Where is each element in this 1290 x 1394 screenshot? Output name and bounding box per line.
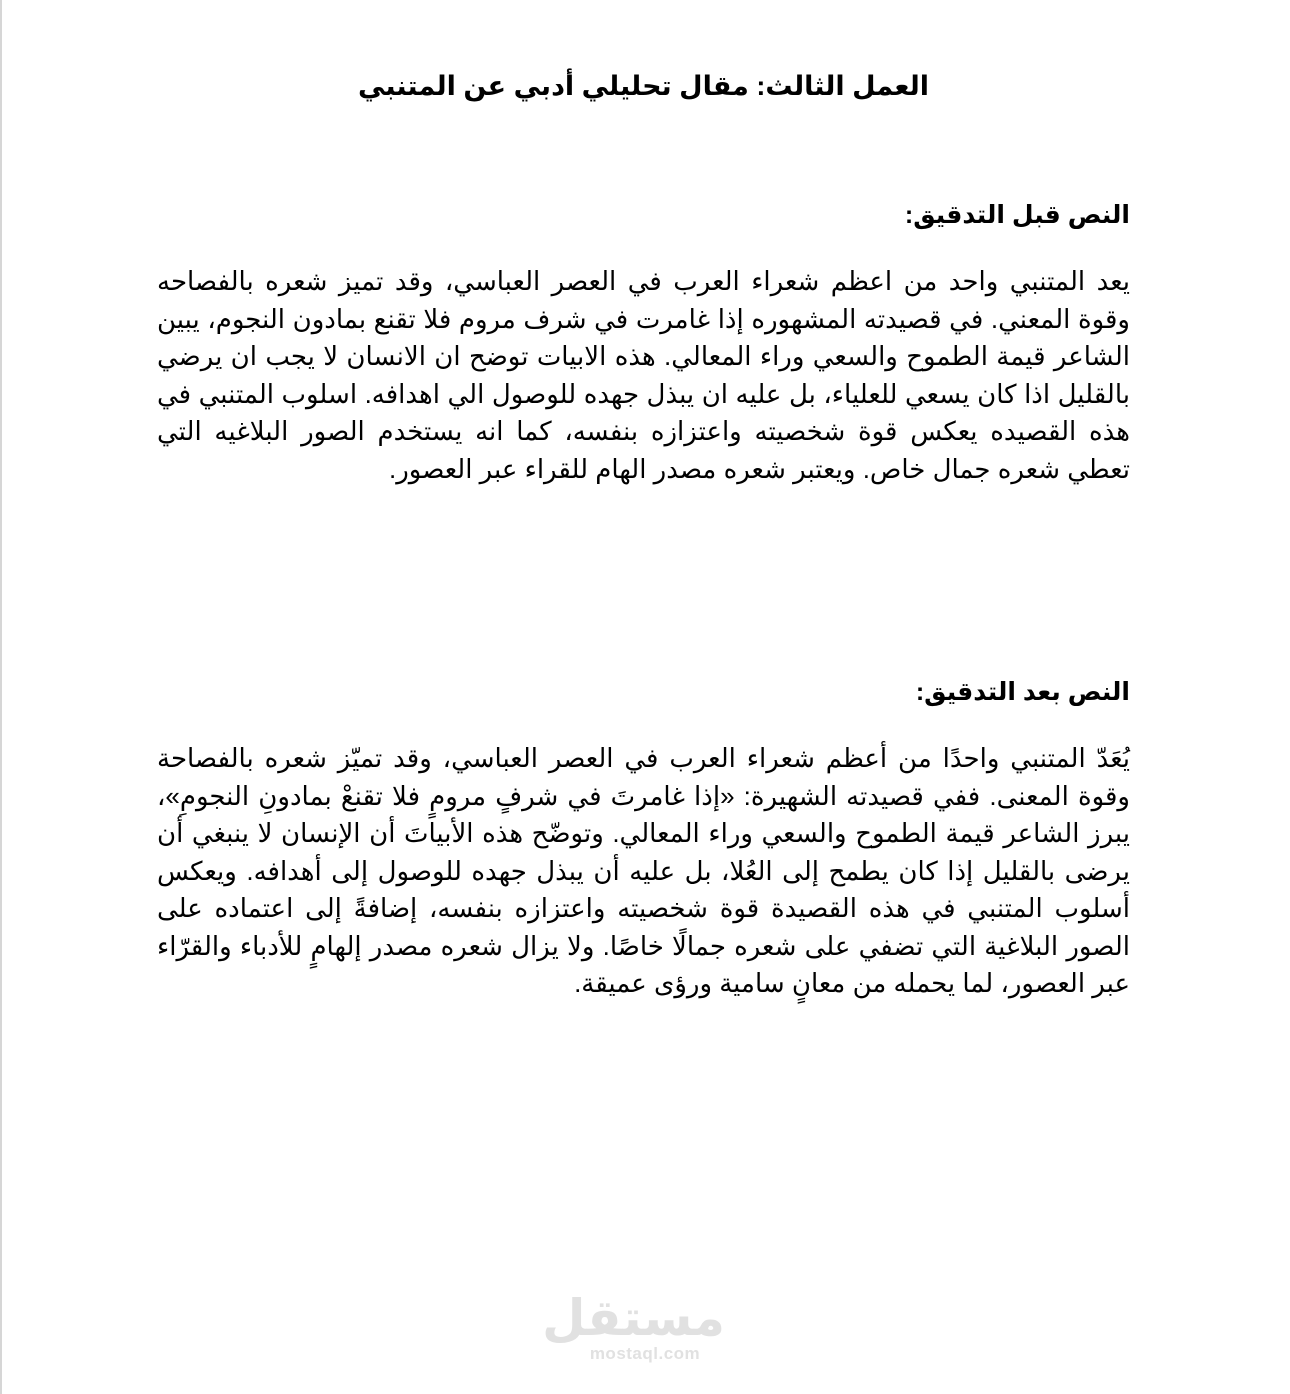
section-heading-after-proofreading: النص بعد التدقيق: xyxy=(915,678,1130,706)
document-title: العمل الثالث: مقال تحليلي أدبي عن المتنبي xyxy=(358,71,929,101)
section-text-before-proofreading: يعد المتنبي واحد من اعظم شعراء العرب في العصر العباسي، وقد تميز شعره بالفصاحه وقوة المعني. في قصيدته المشهوره إذا غامرت في شرف مروم فلا تقنع بمادون النجوم، يبين الشاعر قيمة الطموح والسعي وراء المعالي. هذه الابيات توضح ان الانسان لا يجب ان يرضي بالقليل اذا كان يسعي للعلياء، بل عليه ان يبذل جهده للوصول الي اهدافه. اسلوب المتنبي في هذه القصيده يعكس قوة شخصيته واعتزازه بنفسه، كما انه يستخدم الصور البلاغيه التي تعطي شعره جمال خاص. ويعتبر شعره مصدر الهام للقراء عبر العصور. xyxy=(157,266,1130,484)
page-left-border xyxy=(0,0,2,1394)
mostaql-watermark xyxy=(542,1290,725,1368)
watermark-logo: مستقل xyxy=(542,1290,725,1346)
section-text-after-proofreading: يُعَدّ المتنبي واحدًا من أعظم شعراء العرب في العصر العباسي، وقد تميّز شعره بالفصاحة وقوة المعنى. ففي قصيدته الشهيرة: «إذا غامرتَ في شرفٍ مرومٍ فلا تقنعْ بمادونِ النجومِ»، يبرز الشاعر قيمة الطموح والسعي وراء المعالي. وتوضّح هذه الأبياتَ أن الإنسان لا ينبغي أن يرضى بالقليل إذا كان يطمح إلى العُلا، بل عليه أن يبذل جهده للوصول إلى أهدافه. ويعكس أسلوب المتنبي في هذه القصيدة قوة شخصيته واعتزازه بنفسه، إضافةً إلى اعتماده على الصور البلاغية التي تضفي على شعره جمالًا خاصًا. ولا يزال شعره مصدر إلهامٍ للأدباء والقرّاء عبر العصور، لما يحمله من معانٍ سامية ورؤى عميقة. xyxy=(157,743,1130,998)
watermark-url: mostaql.com xyxy=(589,1344,701,1363)
document-page xyxy=(157,0,1130,1394)
section-heading-before-proofreading: النص قبل التدقيق: xyxy=(904,201,1130,229)
